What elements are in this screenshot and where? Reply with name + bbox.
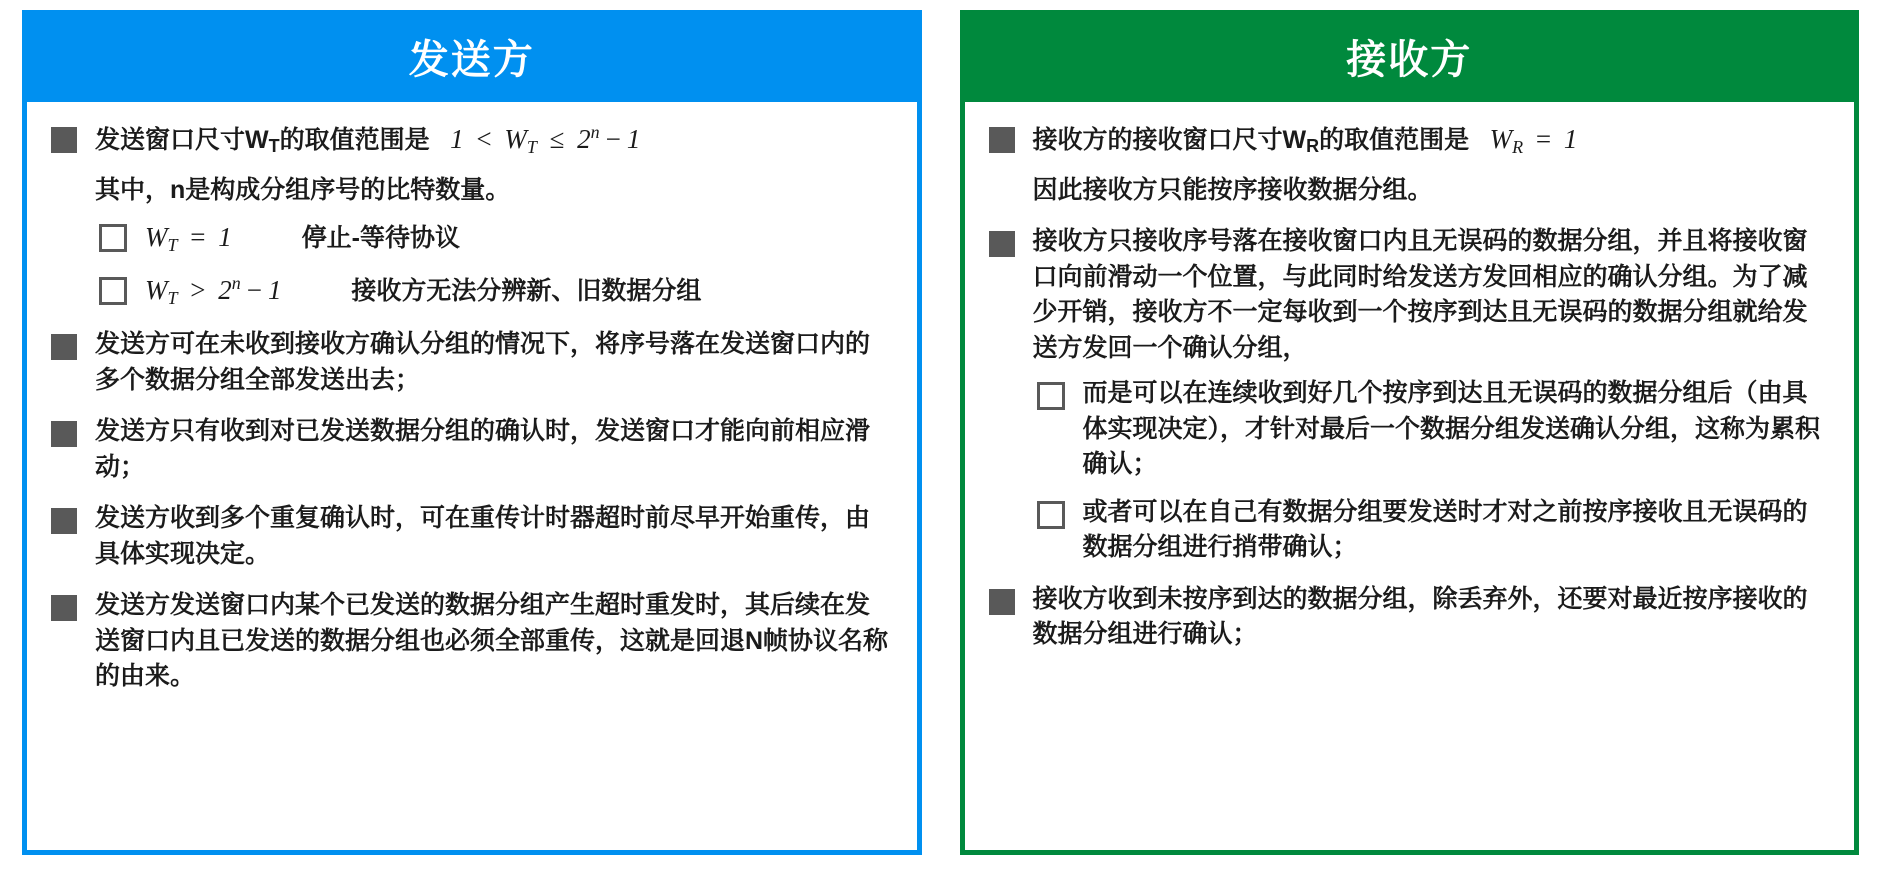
sender-bullet-1-sublist [95,218,895,311]
receiver-panel-title: 接收方 [960,10,1860,102]
open-square-bullet-icon [99,277,127,305]
sender-panel [22,10,922,855]
sender-bullet-1-formula: $1 < W_T \le 2^n - 1$ [436,122,641,158]
sender-bullet-1-text-before: 发送窗口尺寸W [95,126,269,154]
sender-bullet-1-text-after: 的取值范围是 [279,126,430,154]
sender-subitem-2 [95,271,895,312]
filled-square-bullet-icon [51,127,77,153]
filled-square-bullet-icon [989,231,1015,257]
open-square-bullet-icon [99,224,127,252]
receiver-bullet-1-text-after: 的取值范围是 [1319,126,1470,154]
receiver-bullet-1-text-before: 接收方的接收窗口尺寸W [1032,126,1307,154]
receiver-bullet-list [987,120,1833,653]
sender-panel-title: 发送方 [22,10,922,102]
sender-subitem-2-formula: $W_T > 2^n - 1$ [145,272,282,308]
receiver-subitem-1 [1033,376,1833,483]
receiver-bullet-1-formula: $W_R = 1$ [1476,124,1578,158]
sender-bullet-4 [49,501,895,572]
sender-bullet-1-subscript: T [268,135,280,156]
sender-subitem-2-label: 接收方无法分辨新、旧数据分组 [351,276,702,305]
sender-bullet-3 [49,414,895,485]
sender-bullet-2 [49,327,895,398]
filled-square-bullet-icon [51,334,77,360]
receiver-panel [960,10,1860,855]
filled-square-bullet-icon [51,508,77,534]
open-square-bullet-icon [1037,382,1065,410]
open-square-bullet-icon [1037,501,1065,529]
receiver-bullet-1-subscript: R [1306,135,1320,156]
sender-bullet-5-text: 发送方发送窗口内某个已发送的数据分组产生超时重发时，其后续在发送窗口内且已发送的数据分组也必须全部重传，这就是回退N帧协议名称的由来。 [95,591,889,691]
receiver-bullet-3-text: 接收方收到未按序到达的数据分组，除丢弃外，还要对最近按序接收的数据分组进行确认； [1032,584,1808,649]
receiver-bullet-1-line2: 因此接收方只能按序接收数据分组。 [1032,175,1433,204]
filled-square-bullet-icon [51,421,77,447]
receiver-bullet-2-text: 接收方只接收序号落在接收窗口内且无误码的数据分组，并且将接收窗口向前滑动一个位置，与此同时给发送方发回相应的确认分组。为了减少开销，接收方不一定每收到一个按序到达且无误码的数据分组就给发送方发回一个确认分组， [1032,227,1808,362]
sender-subitem-1 [95,218,895,259]
sender-subitem-1-formula: $W_T = 1$ [145,222,232,256]
sender-bullet-5 [49,588,895,695]
sender-subitem-1-label: 停止-等待协议 [301,224,460,253]
filled-square-bullet-icon [989,589,1015,615]
receiver-bullet-2 [987,224,1833,566]
sender-bullet-list [49,120,895,695]
receiver-subitem-2-label: 或者可以在自己有数据分组要发送时才对之前按序接收且无误码的数据分组进行捎带确认； [1082,497,1808,562]
sender-bullet-4-text: 发送方收到多个重复确认时，可在重传计时器超时前尽早开始重传，由具体实现决定。 [95,504,871,568]
receiver-bullet-3 [987,582,1833,653]
receiver-subitem-1-label: 而是可以在连续收到好几个按序到达且无误码的数据分组后（由具体实现决定），才针对最后一个数据分组发送确认分组，这称为累积确认； [1082,379,1821,479]
sender-panel-body [27,102,917,850]
filled-square-bullet-icon [989,127,1015,153]
sender-bullet-1-line2: 其中，n是构成分组序号的比特数量。 [95,175,511,204]
receiver-bullet-1 [987,120,1833,208]
sender-bullet-2-text: 发送方可在未收到接收方确认分组的情况下，将序号落在发送窗口内的多个数据分组全部发送出去； [95,330,871,394]
receiver-panel-body [965,102,1855,850]
receiver-subitem-2 [1033,495,1833,566]
sender-bullet-3-text: 发送方只有收到对已发送数据分组的确认时，发送窗口才能向前相应滑动； [95,417,871,481]
receiver-bullet-2-sublist [1033,376,1833,566]
sender-bullet-1 [49,120,895,311]
filled-square-bullet-icon [51,595,77,621]
